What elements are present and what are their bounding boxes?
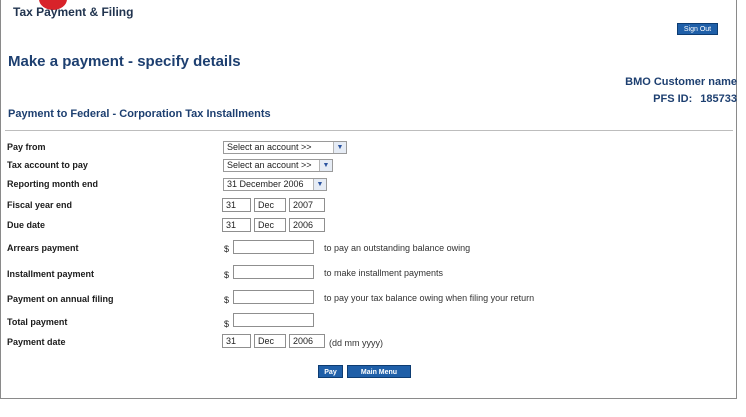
- installment-currency: $: [224, 270, 230, 280]
- page-title: Make a payment - specify details: [8, 53, 241, 70]
- total-amount-input[interactable]: [233, 313, 314, 327]
- pay-from-label: Pay from: [7, 142, 46, 152]
- chevron-down-icon[interactable]: ▼: [313, 179, 326, 190]
- date-format-hint: (dd mm yyyy): [329, 338, 383, 348]
- annual-note: to pay your tax balance owing when filing your return: [324, 293, 535, 303]
- annual-amount-input[interactable]: [233, 290, 314, 304]
- sign-out-button[interactable]: Sign Out: [677, 23, 718, 35]
- pay-from-value: Select an account >>: [227, 142, 312, 152]
- due-date-label: Due date: [7, 220, 46, 230]
- due-year-input[interactable]: 2006: [289, 218, 325, 232]
- payment-year-input[interactable]: 2006: [289, 334, 325, 348]
- tax-account-label: Tax account to pay: [7, 160, 88, 170]
- total-currency: $: [224, 319, 230, 329]
- tax-account-select[interactable]: [223, 159, 333, 172]
- pfs-id-label: PFS ID:: [653, 93, 693, 105]
- payment-date-label: Payment date: [7, 337, 66, 347]
- chevron-down-icon[interactable]: ▼: [333, 142, 346, 153]
- arrears-note: to pay an outstanding balance owing: [324, 243, 471, 253]
- reporting-month-select[interactable]: [223, 178, 327, 191]
- customer-name: BMO Customer name: [625, 76, 737, 88]
- installment-note: to make installment payments: [324, 268, 444, 278]
- payment-day-input[interactable]: 31: [222, 334, 251, 348]
- annual-currency: $: [224, 295, 230, 305]
- reporting-month-value: 31 December 2006: [227, 179, 304, 189]
- installment-payment-label: Installment payment: [7, 269, 95, 279]
- payment-month-input[interactable]: Dec: [254, 334, 286, 348]
- pay-button[interactable]: Pay: [318, 365, 343, 378]
- annual-filing-label: Payment on annual filing: [7, 294, 114, 304]
- reporting-month-label: Reporting month end: [7, 179, 98, 189]
- total-payment-label: Total payment: [7, 317, 68, 327]
- chevron-down-icon[interactable]: ▼: [319, 160, 332, 171]
- main-menu-button[interactable]: Main Menu: [347, 365, 411, 378]
- tax-account-value: Select an account >>: [227, 160, 312, 170]
- fiscal-year-end-label: Fiscal year end: [7, 200, 73, 210]
- installment-amount-input[interactable]: [233, 265, 314, 279]
- fiscal-day-input[interactable]: 31: [222, 198, 251, 212]
- fiscal-year-input[interactable]: 2007: [289, 198, 325, 212]
- arrears-amount-input[interactable]: [233, 240, 314, 254]
- arrears-payment-label: Arrears payment: [7, 243, 79, 253]
- fiscal-month-input[interactable]: Dec: [254, 198, 286, 212]
- pay-from-select[interactable]: [223, 141, 347, 154]
- pfs-id-value: 185733: [700, 93, 737, 105]
- divider: [5, 130, 733, 131]
- pfs-id: [653, 93, 737, 105]
- arrears-currency: $: [224, 244, 230, 254]
- due-day-input[interactable]: 31: [222, 218, 251, 232]
- due-month-input[interactable]: Dec: [254, 218, 286, 232]
- payment-subtitle: Payment to Federal - Corporation Tax Installments: [8, 108, 271, 120]
- app-title: Tax Payment & Filing: [13, 5, 134, 19]
